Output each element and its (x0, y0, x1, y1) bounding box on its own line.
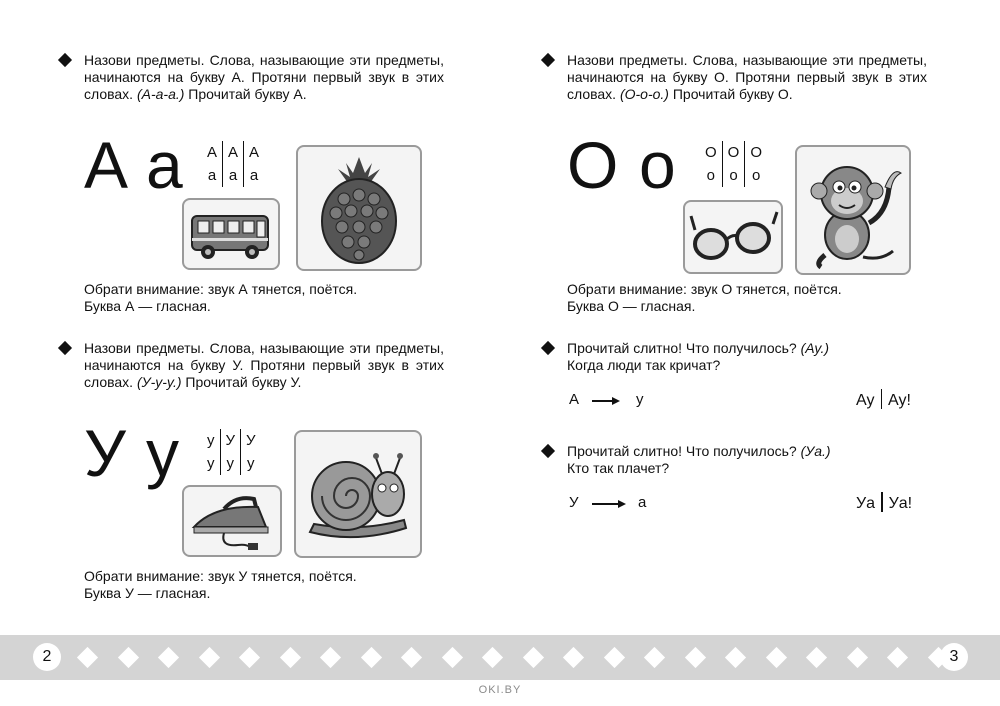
task-a-instruction: Назови предметы. Слова, называющие эти предметы, начинаются на букву А. Протяни первый звук в этих словах. (А-а-а.) Прочитай букву А. (84, 52, 444, 103)
big-letter-upper: О (567, 128, 619, 202)
glasses-picture (683, 200, 783, 274)
letter-grid: у У У у у у (202, 429, 261, 475)
iron-picture (182, 485, 282, 557)
big-letter-lower: о (639, 128, 676, 202)
page-number-left: 2 (33, 643, 61, 671)
blend-answer: Ау Ау! (856, 389, 911, 410)
arrow-right-icon (618, 500, 626, 508)
monkey-picture (795, 145, 911, 275)
bus-icon (184, 200, 278, 268)
blend-to-letter: а (638, 494, 647, 511)
big-letter-upper: У (84, 416, 126, 490)
big-letter-lower: у (146, 416, 179, 490)
note-u: Обрати внимание: звук У тянется, поётся. Буква У — гласная. (84, 568, 357, 601)
note-a: Обрати внимание: звук А тянется, поётся. Буква А — гласная. (84, 281, 358, 314)
big-letter-upper: А (84, 128, 129, 202)
iron-icon (184, 487, 280, 555)
blend-answer: Уа Уа! (856, 492, 912, 513)
blend-to-letter: у (636, 391, 644, 408)
bullet-diamond-icon (541, 341, 555, 355)
task-u-instruction: Назови предметы. Слова, называющие эти предметы, начинаются на букву У. Протяни первый звук в этих словах. (У-у-у.) Прочитай букву У. (84, 340, 444, 391)
snail-picture (294, 430, 422, 558)
bullet-diamond-icon (541, 53, 555, 67)
arrow-right-icon (612, 397, 620, 405)
blend-arrow (592, 503, 620, 505)
glasses-icon (685, 202, 781, 272)
page-number-right: 3 (940, 643, 968, 671)
monkey-icon (797, 147, 909, 273)
bullet-diamond-icon (58, 53, 72, 67)
snail-icon (296, 432, 420, 556)
blend-arrow (592, 400, 614, 402)
bullet-diamond-icon (541, 444, 555, 458)
answer-separator (881, 492, 883, 512)
task-o-instruction: Назови предметы. Слова, называющие эти предметы, начинаются на букву О. Протяни первый звук в этих словах. (О-о-о.) Прочитай букву О. (567, 52, 927, 103)
watermark: OKI.BY (478, 684, 522, 696)
blend-from-letter: У (569, 494, 579, 511)
letter-grid: А А А а а а (202, 141, 264, 187)
task-ua-instruction: Прочитай слитно! Что получилось? (Уа.) Кто так плачет? (567, 443, 927, 477)
answer-separator (881, 389, 883, 409)
pineapple-icon (298, 147, 420, 269)
pineapple-picture (296, 145, 422, 271)
bus-picture (182, 198, 280, 270)
letter-grid: О О О о о о (700, 141, 767, 187)
blend-from-letter: А (569, 391, 580, 408)
big-letter-lower: а (146, 128, 183, 202)
task-au-instruction: Прочитай слитно! Что получилось? (Ау.) Когда люди так кричат? (567, 340, 927, 374)
bullet-diamond-icon (58, 341, 72, 355)
note-o: Обрати внимание: звук О тянется, поётся. Буква О — гласная. (567, 281, 842, 314)
